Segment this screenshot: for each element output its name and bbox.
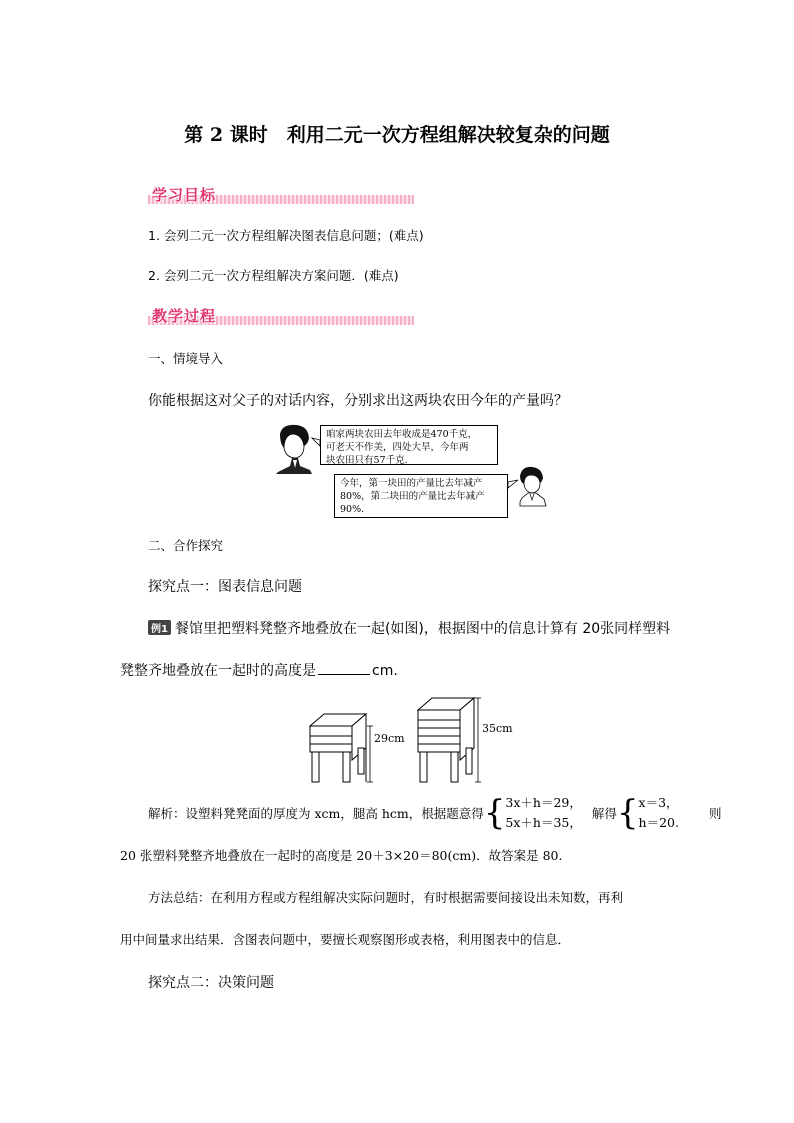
stacked-stools-drawing bbox=[300, 694, 520, 786]
dialogue-illustration bbox=[272, 422, 552, 522]
explore-point-1: 探究点一：图表信息问题 bbox=[148, 579, 302, 595]
dimension-label-35cm: 35cm bbox=[482, 722, 513, 735]
brace: { bbox=[483, 793, 506, 833]
method-summary-line-2: 用中间量求出结果．含图表问题中，要擅长观察图形或表格，利用图表中的信息． bbox=[120, 932, 571, 947]
then-word: 则 bbox=[708, 806, 722, 821]
example-badge: 例1 bbox=[148, 620, 171, 635]
unit-text: cm. bbox=[372, 663, 398, 679]
section-banner-goals bbox=[148, 186, 414, 208]
answer-blank bbox=[318, 674, 370, 675]
bubble-line: 块农田只有57千克. bbox=[326, 455, 408, 466]
equation: 3x＋h＝29， bbox=[505, 795, 582, 810]
part2-heading: 二、合作探究 bbox=[148, 538, 224, 553]
goal-item-2: 2. 会列二元一次方程组解决方案问题．(难点) bbox=[148, 268, 399, 283]
father-icon bbox=[276, 425, 312, 474]
stools-figure bbox=[300, 694, 520, 786]
section-label: 学习目标 bbox=[152, 186, 217, 204]
example-text: 餐馆里把塑料凳整齐地叠放在一起(如图)，根据图中的信息计算有 20张同样塑料 bbox=[174, 621, 671, 637]
father-speech-bubble bbox=[320, 425, 498, 465]
analysis-text: 解析：设塑料凳凳面的厚度为 xcm，腿高 hcm，根据题意得 bbox=[148, 806, 484, 821]
equation: 5x＋h＝35， bbox=[505, 815, 582, 830]
explore-point-2: 探究点二：决策问题 bbox=[148, 975, 274, 991]
bubble-line: 90%. bbox=[340, 504, 365, 515]
analysis-line-2: 20 张塑料凳整齐地叠放在一起时的高度是 20＋3×20＝80(cm)．故答案是 80. bbox=[120, 848, 563, 863]
son-icon bbox=[520, 467, 546, 506]
method-summary-line-1: 方法总结：在利用方程或方程组解决实际问题时，有时根据需要间接设出未知数，再利 bbox=[148, 890, 624, 905]
dimension-label-29cm: 29cm bbox=[374, 732, 405, 745]
solve-word: 解得 bbox=[591, 806, 617, 821]
bubble-line: 可老天不作美，四处大旱，今年两 bbox=[326, 442, 469, 453]
part1-question: 你能根据这对父子的对话内容，分别求出这两块农田今年的产量吗？ bbox=[148, 393, 568, 409]
brace: { bbox=[616, 793, 639, 833]
equation-system-2 bbox=[639, 793, 679, 833]
goal-item-1: 1. 会列二元一次方程组解决图表信息问题；(难点) bbox=[148, 228, 424, 243]
page-title: 第 2 课时 利用二元一次方程组解决较复杂的问题 bbox=[184, 124, 610, 146]
example-line-2 bbox=[120, 660, 398, 680]
equation: x＝3， bbox=[638, 795, 679, 810]
bubble-line: 今年，第一块田的产量比去年减产 bbox=[340, 478, 483, 489]
bubble-line: 咱家两块农田去年收成是470千克， bbox=[326, 429, 478, 440]
section-label: 教学过程 bbox=[152, 307, 217, 325]
example-text: 凳整齐地叠放在一起时的高度是 bbox=[120, 663, 316, 679]
son-speech-bubble bbox=[334, 474, 508, 518]
part1-heading: 一、情境导入 bbox=[148, 351, 224, 366]
equation-system-1 bbox=[505, 793, 581, 833]
section-banner-process bbox=[148, 307, 414, 329]
analysis-line-1 bbox=[148, 790, 721, 836]
example-line-1 bbox=[148, 618, 670, 638]
bubble-line: 80%，第二块田的产量比去年减产 bbox=[340, 491, 485, 502]
equation: h＝20. bbox=[638, 815, 679, 830]
